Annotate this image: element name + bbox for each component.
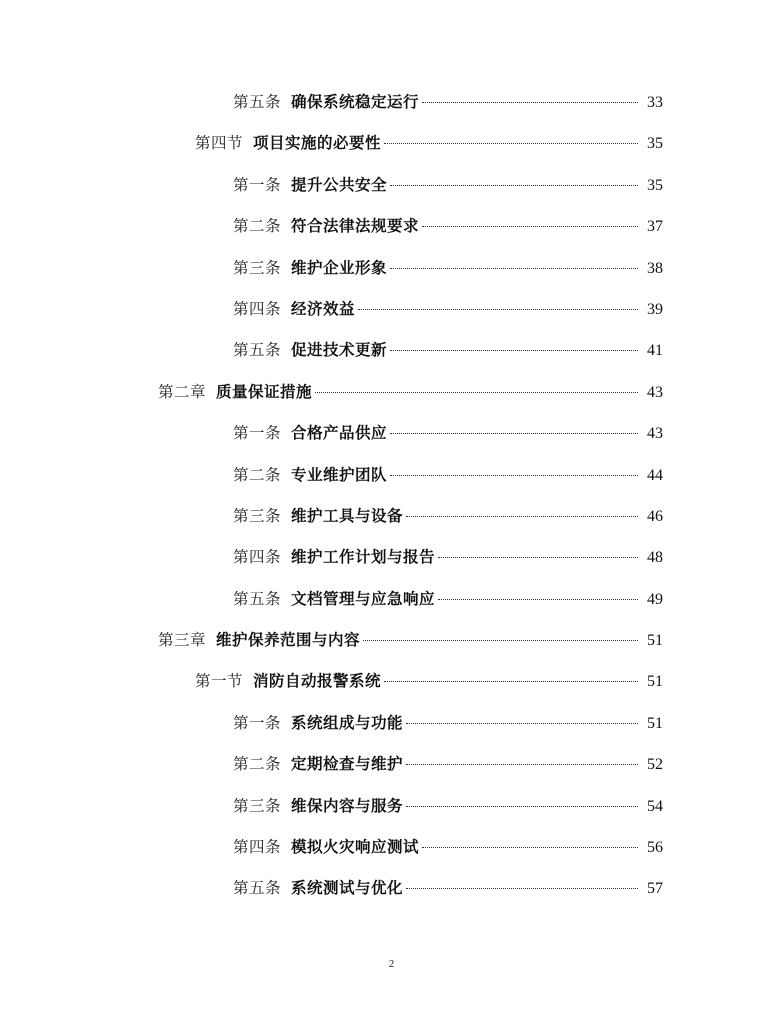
toc-entry-title: 维护工具与设备 xyxy=(291,506,404,525)
toc-entry-title: 经济效益 xyxy=(291,299,356,318)
toc-entry-title: 质量保证措施 xyxy=(216,382,313,401)
toc-entry[interactable] xyxy=(0,216,783,257)
toc-entry-label: 第五条 xyxy=(233,879,282,898)
toc-entry-label: 第二条 xyxy=(233,217,282,236)
dot-leader xyxy=(406,806,638,807)
toc-entry-label: 第二条 xyxy=(233,755,282,774)
toc-entry-page: 38 xyxy=(647,259,663,277)
toc-entry-title: 系统测试与优化 xyxy=(291,879,404,898)
toc-entry-title: 提升公共安全 xyxy=(291,175,388,194)
table-of-contents xyxy=(0,92,783,920)
toc-entry-label: 第三条 xyxy=(233,506,282,525)
toc-entry-title: 维护企业形象 xyxy=(291,258,388,277)
toc-entry-label: 第五条 xyxy=(233,341,282,360)
toc-entry-page: 56 xyxy=(647,839,663,857)
toc-entry[interactable] xyxy=(0,837,783,878)
toc-entry[interactable] xyxy=(0,133,783,174)
toc-entry-label: 第一条 xyxy=(233,175,282,194)
toc-entry-title: 文档管理与应急响应 xyxy=(291,589,436,608)
dot-leader xyxy=(422,102,638,103)
toc-entry-page: 49 xyxy=(647,590,663,608)
dot-leader xyxy=(438,599,638,600)
toc-entry[interactable] xyxy=(0,589,783,630)
toc-entry[interactable] xyxy=(0,506,783,547)
toc-entry[interactable] xyxy=(0,258,783,299)
toc-entry-page: 39 xyxy=(647,300,663,318)
toc-entry-title: 系统组成与功能 xyxy=(291,713,404,732)
dot-leader xyxy=(390,475,638,476)
toc-entry-title: 模拟火灾响应测试 xyxy=(291,838,420,857)
toc-entry-title: 项目实施的必要性 xyxy=(253,134,382,153)
toc-entry-title: 促进技术更新 xyxy=(291,341,388,360)
toc-entry-page: 52 xyxy=(647,756,663,774)
dot-leader xyxy=(390,268,638,269)
toc-entry[interactable] xyxy=(0,630,783,671)
toc-entry-title: 合格产品供应 xyxy=(291,424,388,443)
toc-entry-page: 43 xyxy=(647,383,663,401)
toc-entry[interactable] xyxy=(0,92,783,133)
toc-entry-title: 符合法律法规要求 xyxy=(291,217,420,236)
toc-entry-label: 第二条 xyxy=(233,465,282,484)
toc-entry-page: 54 xyxy=(647,797,663,815)
toc-entry-label: 第四条 xyxy=(233,299,282,318)
dot-leader xyxy=(422,226,638,227)
toc-entry-label: 第一条 xyxy=(233,713,282,732)
dot-leader xyxy=(438,557,638,558)
toc-entry[interactable] xyxy=(0,547,783,588)
dot-leader xyxy=(406,516,638,517)
toc-entry-page: 48 xyxy=(647,549,663,567)
toc-entry-title: 消防自动报警系统 xyxy=(253,672,382,691)
toc-entry-label: 第一节 xyxy=(195,672,244,691)
dot-leader xyxy=(390,350,638,351)
toc-entry[interactable] xyxy=(0,465,783,506)
toc-entry-page: 51 xyxy=(647,632,663,650)
toc-entry-page: 51 xyxy=(647,673,663,691)
toc-entry-title: 确保系统稳定运行 xyxy=(291,93,420,111)
dot-leader xyxy=(406,723,638,724)
toc-entry-label: 第三条 xyxy=(233,258,282,277)
toc-entry-label: 第二章 xyxy=(158,382,207,401)
page-number: 2 xyxy=(388,958,395,970)
dot-leader xyxy=(422,847,638,848)
toc-entry-label: 第三条 xyxy=(233,796,282,815)
toc-entry-label: 第五条 xyxy=(233,93,282,111)
dot-leader xyxy=(390,185,638,186)
dot-leader xyxy=(358,309,638,310)
toc-entry-label: 第五条 xyxy=(233,589,282,608)
toc-entry[interactable] xyxy=(0,713,783,754)
dot-leader xyxy=(363,640,638,641)
dot-leader xyxy=(384,681,638,682)
toc-entry-title: 维护保养范围与内容 xyxy=(216,631,361,650)
dot-leader xyxy=(406,888,638,889)
toc-entry[interactable] xyxy=(0,671,783,712)
toc-entry-page: 33 xyxy=(647,94,663,111)
toc-entry-title: 定期检查与维护 xyxy=(291,755,404,774)
dot-leader xyxy=(315,392,638,393)
toc-entry-page: 35 xyxy=(647,176,663,194)
toc-entry-title: 专业维护团队 xyxy=(291,465,388,484)
toc-entry-label: 第四条 xyxy=(233,838,282,857)
toc-entry[interactable] xyxy=(0,796,783,837)
toc-entry[interactable] xyxy=(0,382,783,423)
toc-entry-title: 维保内容与服务 xyxy=(291,796,404,815)
toc-entry[interactable] xyxy=(0,878,783,919)
toc-entry[interactable] xyxy=(0,340,783,381)
toc-entry-page: 41 xyxy=(647,342,663,360)
toc-entry[interactable] xyxy=(0,423,783,464)
toc-entry-label: 第四条 xyxy=(233,548,282,567)
toc-entry-label: 第四节 xyxy=(195,134,244,153)
toc-entry-page: 44 xyxy=(647,466,663,484)
toc-entry[interactable] xyxy=(0,299,783,340)
dot-leader xyxy=(406,764,638,765)
toc-entry-page: 51 xyxy=(647,714,663,732)
toc-entry-label: 第一条 xyxy=(233,424,282,443)
toc-entry-page: 37 xyxy=(647,218,663,236)
toc-entry-page: 35 xyxy=(647,135,663,153)
dot-leader xyxy=(390,433,638,434)
toc-entry[interactable] xyxy=(0,175,783,216)
dot-leader xyxy=(384,143,638,144)
toc-entry-page: 46 xyxy=(647,507,663,525)
toc-entry[interactable] xyxy=(0,754,783,795)
toc-entry-page: 57 xyxy=(647,880,663,898)
toc-entry-title: 维护工作计划与报告 xyxy=(291,548,436,567)
toc-entry-page: 43 xyxy=(647,425,663,443)
toc-entry-label: 第三章 xyxy=(158,631,207,650)
